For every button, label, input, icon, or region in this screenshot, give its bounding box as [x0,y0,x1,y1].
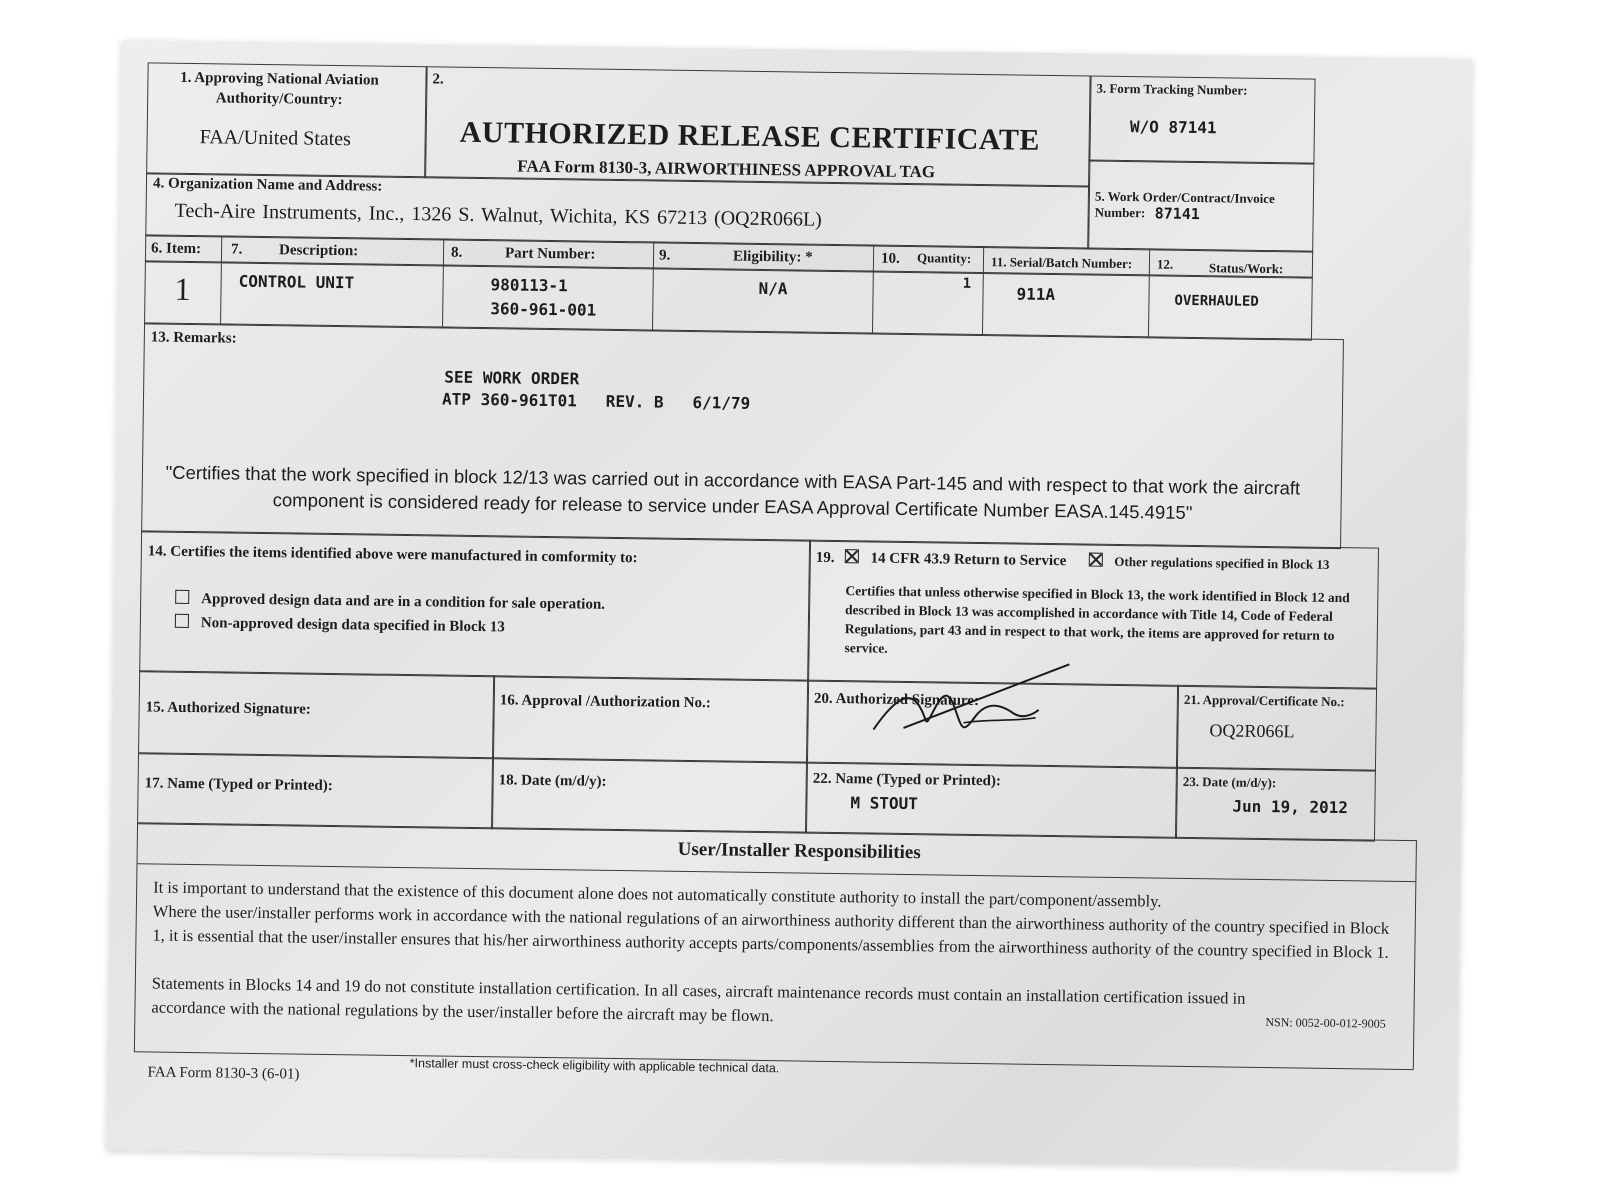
block-4-value: Tech-Aire Instruments, Inc., 1326 S. Walnut, Wichita, KS 67213 (OQ2R066L) [174,199,822,231]
block-21-value: OQ2R066L [1209,720,1295,742]
block-13 [141,322,1344,549]
block-5-label-2: Number: [1094,204,1146,221]
responsibilities-p2: Where the user/installer performs work in accordance with the national regulations of an airworthiness authority different than the airworthiness authority of the country specified in Block 1, it is essential that the user/installer ensures that his/her airworthiness authority accepts parts/components/assemblies from the airworthiness authority of the country specified in Block 1. [152,901,1390,962]
row-part-number-1: 980113-1 [490,275,568,296]
header-elig-num: 9. [658,247,671,264]
block-1-value: FAA/United States [199,126,352,151]
checkbox-approved-design[interactable] [175,590,189,604]
option-2-label: Non-approved design data specified in Block 13 [200,615,505,636]
footer-note: *Installer must cross-check eligibility with applicable technical data. [409,1056,780,1076]
remarks-line-1: SEE WORK ORDER [444,367,580,389]
checkbox-14cfr-checked[interactable] [845,549,859,563]
responsibilities-section [134,822,1417,1070]
block-20 [806,680,1179,769]
footer-form-id: FAA Form 8130-3 (6-01) [147,1064,300,1083]
block-16-label: 16. Approval /Authorization No.: [499,692,711,712]
responsibilities-p1: It is important to understand that the existence of this document alone does not automatically constitute authority to install the part/component/assembly. [153,877,1162,911]
block-3-label: 3. Form Tracking Number: [1096,80,1248,98]
block-2 [424,66,1091,187]
block-3-value: W/O 87141 [1129,117,1217,138]
block-22-label: 22. Name (Typed or Printed): [812,770,1002,790]
block-13-label: 13. Remarks: [150,329,237,347]
row-description: CONTROL UNIT [238,271,355,293]
header-qty: Quantity: [916,250,972,266]
block-18 [491,757,808,833]
block-21-label: 21. Approval/Certificate No.: [1183,691,1345,710]
nsn-number: NSN: 0052-00-012-9005 [1265,1015,1386,1031]
certificate-paper [107,40,1472,1169]
block-23-value: Jun 19, 2012 [1232,796,1349,818]
responsibilities-heading: User/Installer Responsibilities [677,838,921,864]
row-status: OVERHAULED [1174,292,1259,310]
easa-statement: "Certifies that the work specified in block 12/13 was carried out in accordance with EASA Part-145 and with respect to that work the aircraft component is considered ready for release to service under EASA Approval Certificate Number EASA.145.4915" [165,461,1301,523]
header-item: 6. Item: [150,240,202,258]
block-14 [139,530,811,681]
block-16 [492,675,809,763]
block-21 [1176,685,1377,772]
row-eligibility: N/A [758,278,788,299]
block-15 [138,670,495,759]
block-14-option-1[interactable] [175,590,605,614]
block-3 [1088,76,1315,165]
header-desc: Description: [278,242,359,260]
block-14-label: 14. Certifies the items identified above were manufactured in comformity to: [147,543,638,567]
block-18-label: 18. Date (m/d/y): [498,772,607,790]
header-pn-num: 8. [450,244,463,261]
block-17-label: 17. Name (Typed or Printed): [144,775,333,795]
block-22-value: M STOUT [850,793,918,814]
row-item: 1 [174,270,191,307]
block-5 [1087,160,1314,253]
block-17 [137,752,494,829]
block-19-checks [816,549,1330,574]
header-desc-num: 7. [230,241,243,258]
block-2-label: 2. [432,71,444,88]
block-23 [1175,767,1376,842]
row-quantity: 1 [962,275,972,292]
block-5-value: 87141 [1154,204,1200,224]
block-19-number: 19. [815,549,835,566]
remarks-line-2: ATP 360-961T01 REV. B 6/1/79 [441,389,751,413]
header-elig: Eligibility: * [732,248,813,266]
row-part-number-2: 360-961-001 [490,299,597,320]
header-status-num: 12. [1156,256,1174,272]
header-pn: Part Number: [504,245,596,263]
form-8130-3 [134,62,1406,1083]
form-title: AUTHORIZED RELEASE CERTIFICATE [459,115,1041,157]
responsibilities-p3: Statements in Blocks 14 and 19 do not constitute installation certification. In all cases, aircraft maintenance records must contain an installation certification issued in accordance with the national regulations by the user/installer before the aircraft may be flown. [151,973,1246,1026]
block-19-text: Certifies that unless otherwise specified in Block 13, the work identified in Block 12 and described in Block 13 was accomplished in accordance with Title 14, Code of Federal Regulations, part 43 and in respect to that work, the items are approved for return to service. [844,583,1350,656]
row-serial: 911A [1016,284,1056,305]
block-1-label: 1. Approving National Aviation Authority/Country: [180,69,379,109]
block-14-option-2[interactable] [175,614,505,637]
option-1-label: Approved design data and are in a condition for sale operation. [201,591,606,613]
header-status: Status/Work: [1208,260,1284,277]
block-19-option-2: Other regulations specified in Block 13 [1114,553,1330,572]
block-5-label: 5. Work Order/Contract/Invoice [1094,188,1275,207]
block-4-label: 4. Organization Name and Address: [152,175,383,195]
block-1 [146,62,428,178]
checkbox-non-approved-design[interactable] [175,614,189,628]
form-subtitle: FAA Form 8130-3, AIRWORTHINESS APPROVAL TAG [517,156,936,182]
handwritten-signature [863,659,1084,742]
header-serial: 11. Serial/Batch Number: [990,254,1133,272]
block-20-label: 20. Authorized Signature: [813,690,980,710]
header-qty-num: 10. [880,250,900,267]
block-15-label: 15. Authorized Signature: [145,699,311,718]
block-22 [805,762,1178,839]
block-19-option-1: 14 CFR 43.9 Return to Service [870,550,1067,570]
checkbox-other-regs-checked[interactable] [1088,553,1102,567]
block-23-label: 23. Date (m/d/y): [1182,773,1277,791]
